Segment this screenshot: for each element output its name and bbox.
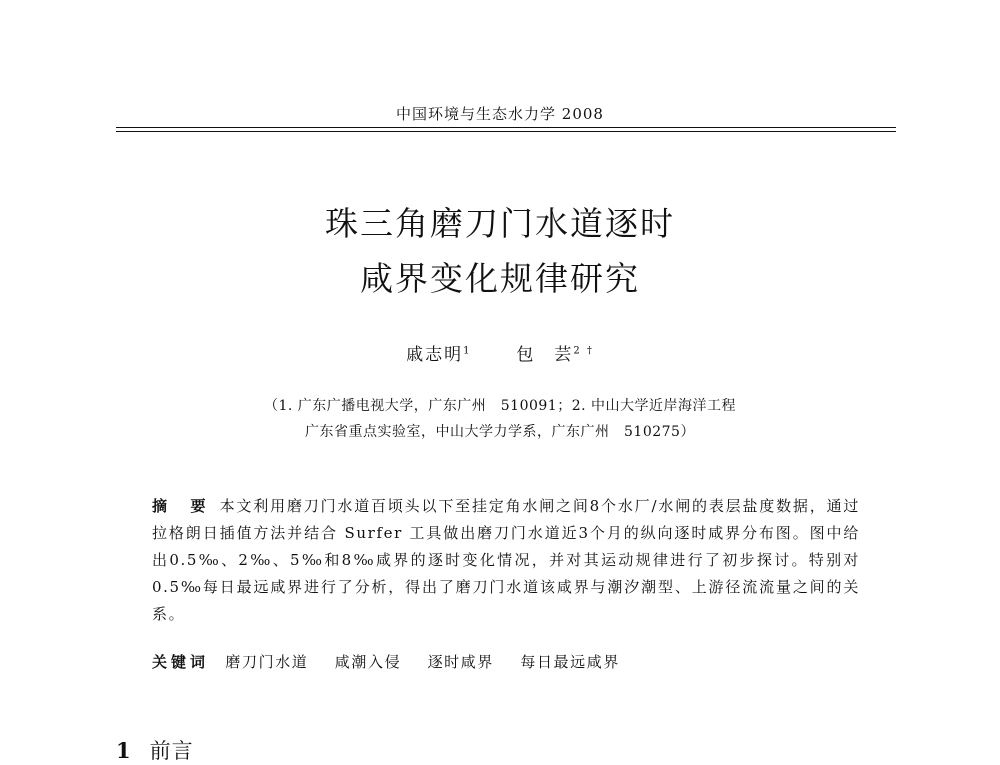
author-name: 包 芸	[516, 345, 574, 365]
affiliation-line-1: （1. 广东广播电视大学，广东广州 510091；2. 中山大学近岸海洋工程	[263, 398, 737, 414]
author-list	[0, 340, 1000, 365]
abstract-label: 摘 要	[152, 497, 210, 515]
keyword: 磨刀门水道	[225, 653, 309, 671]
author-affiliation-mark: 2 †	[573, 345, 594, 357]
abstract-text: 本文利用磨刀门水道百顷头以下至挂定角水闸之间8个水厂/水闸的表层盐度数据，通过拉格朗日插值方法并结合 Surfer 工具做出磨刀门水道近3个月的纵向逐时咸界分布图。图中给出0.5‰、2‰、5‰和8‰咸界的逐时变化情况，并对其运动规律进行了初步探讨。特别对0.5‰每日最远咸界进行了分析，得出了磨刀门水道该咸界与潮汐潮型、上游径流流量之间的关系。	[152, 497, 860, 623]
keywords	[152, 651, 860, 672]
section-heading	[116, 735, 194, 765]
keywords-label: 关键词	[152, 653, 210, 671]
paper-title-line-1: 珠三角磨刀门水道逐时	[325, 204, 675, 243]
keyword: 每日最远咸界	[520, 653, 620, 671]
running-header: 中国环境与生态水力学 2008	[396, 105, 604, 123]
section-number: 1	[116, 738, 132, 763]
keyword: 逐时咸界	[427, 653, 494, 671]
header-rule-thick	[116, 127, 896, 128]
abstract	[152, 493, 860, 628]
header-rule-thin	[116, 131, 896, 132]
section-title: 前言	[149, 739, 194, 763]
author-affiliation-mark: 1	[463, 345, 472, 357]
author-name: 戚志明	[406, 345, 464, 365]
paper-title-line-2: 咸界变化规律研究	[360, 259, 640, 298]
affiliation-line-2: 广东省重点实验室，中山大学力学系，广东广州 510275）	[305, 424, 695, 440]
keyword: 咸潮入侵	[334, 653, 402, 671]
